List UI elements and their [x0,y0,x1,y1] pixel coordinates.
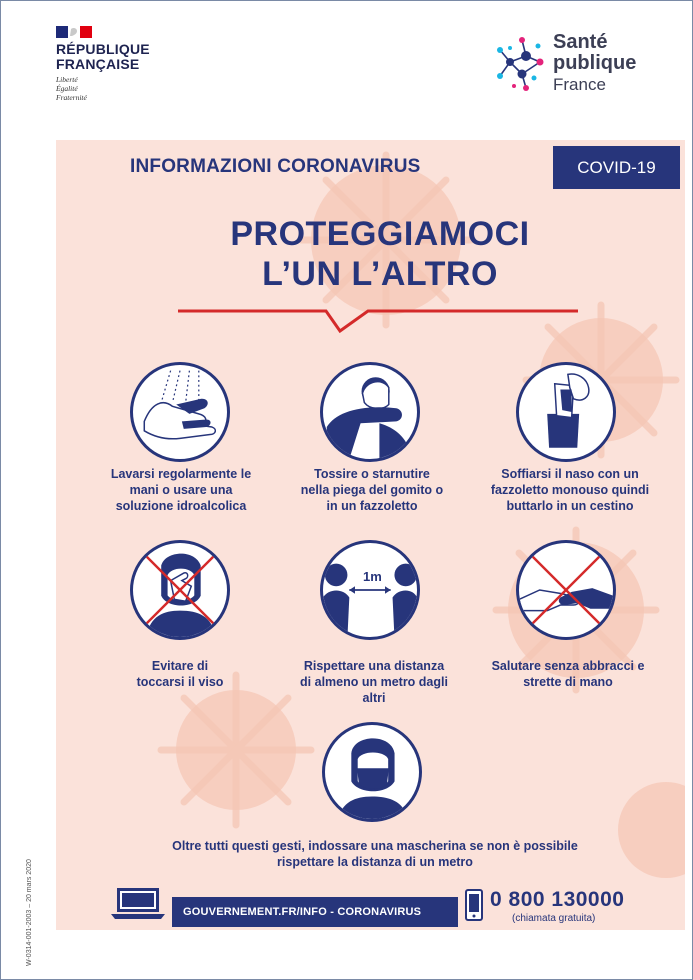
reference-code: W-0314-001-2003 – 20 mars 2020 [26,859,33,966]
agency-name [553,32,663,95]
footer-line2: rispettare la distanza di un metro [277,855,473,869]
distance-1m-icon [320,540,420,640]
cough-elbow-icon [320,362,420,462]
republic-line2: FRANÇAISE [56,56,140,72]
main-title-line1: PROTEGGIAMOCI [230,215,530,253]
speech-bubble-line [178,300,578,340]
gesture-caption-5: Rispettare una distanza di almeno un metro dagli altri [300,659,448,705]
gesture-caption-4: Evitare di toccarsi il viso [136,659,224,689]
gesture-caption-2: Tossire o starnutire nella piega del gomito o in un fazzoletto [300,467,444,513]
agency-line2: publique [553,52,637,74]
marianne-flag-icon [56,26,92,38]
phone-number[interactable]: 0 800 130000 [490,888,625,911]
republic-line1: RÉPUBLIQUE [56,41,150,57]
no-handshake-icon [516,540,616,640]
website-link[interactable]: GOUVERNEMENT.FR/INFO - CORONAVIRUS [172,897,458,927]
laptop-icon [111,886,165,920]
gesture-caption-1: Lavarsi regolarmente le mani o usare una soluzione idroalcolica [110,467,252,513]
republic-name [56,42,166,72]
covid-badge: COVID-19 [553,146,680,189]
gesture-caption-6: Salutare senza abbracci e strette di mano [491,659,645,689]
no-face-touch-icon [130,540,230,640]
hand-washing-icon [130,362,230,462]
republic-motto [56,75,136,102]
sante-publique-logo-icon [496,26,550,98]
agency-line3: France [553,75,606,94]
footer-text [120,838,630,870]
main-title-line2: L’UN L’ALTRO [262,255,498,293]
footer-line1: Oltre tutti questi gesti, indossare una mascherina se non è possibile [172,839,578,853]
main-title [160,214,600,294]
motto-fraternite: Fraternité [56,93,87,102]
agency-line1: Santé [553,31,608,53]
info-title: INFORMAZIONI CORONAVIRUS [130,156,421,177]
gesture-caption-3: Soffiarsi il naso con un fazzoletto monouso quindi buttarlo in un cestino [490,467,650,513]
motto-egalite: Égalité [56,84,78,93]
face-mask-icon [322,722,422,822]
motto-liberte: Liberté [56,75,78,84]
tissue-box-icon [516,362,616,462]
phone-note: (chiamata gratuita) [512,913,596,924]
phone-icon [465,889,483,921]
distance-label: 1m [363,569,382,584]
